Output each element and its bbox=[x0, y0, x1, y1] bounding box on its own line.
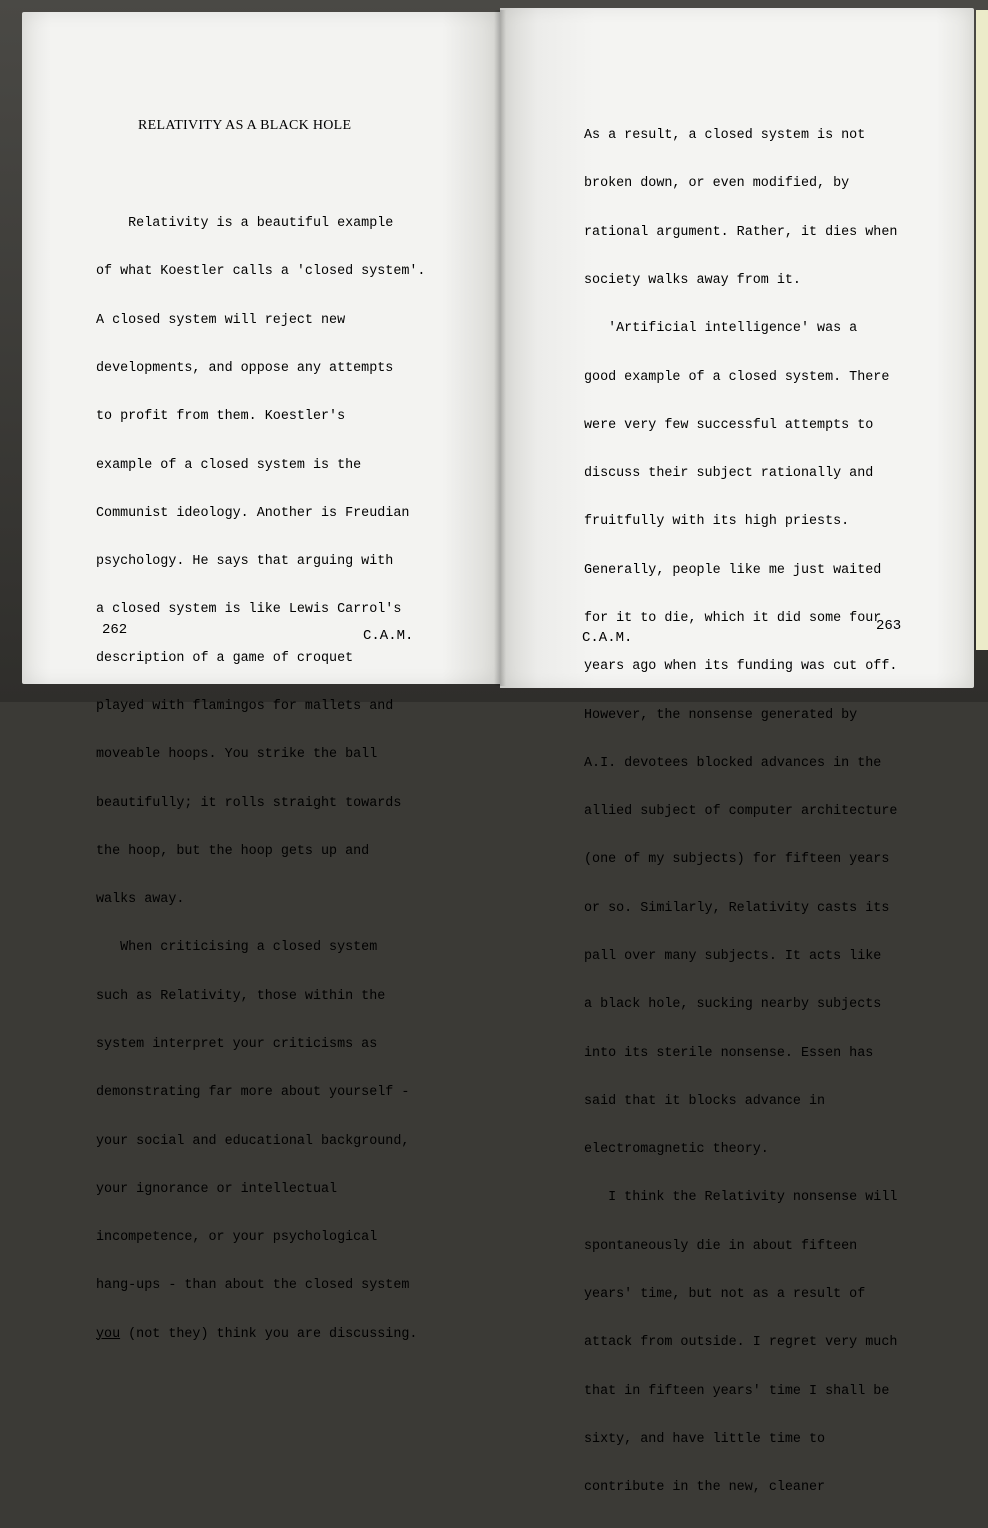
text-line: to profit from them. Koestler's bbox=[96, 409, 346, 425]
right-page-footer: C.A.M. bbox=[582, 630, 633, 646]
text-line: a closed system is like Lewis Carrol's bbox=[96, 602, 402, 618]
text-line: Generally, people like me just waited bbox=[584, 562, 882, 578]
last-line-rest: (not they) think you are discussing. bbox=[120, 1326, 418, 1342]
text-line: the hoop, but the hoop gets up and bbox=[96, 843, 370, 859]
text-line: such as Relativity, those within the bbox=[96, 988, 386, 1004]
right-page-number: 263 bbox=[876, 618, 902, 634]
text-line: hang-ups - than about the closed system bbox=[96, 1278, 410, 1294]
text-line: for it to die, which it did some four bbox=[584, 611, 882, 626]
text-line: description of a game of croquet bbox=[96, 650, 354, 666]
text-line: played with flamingos for mallets and bbox=[96, 699, 394, 714]
text-line: years' time, but not as a result of bbox=[584, 1286, 866, 1302]
left-page-body bbox=[96, 184, 425, 1375]
text-line: A closed system will reject new bbox=[96, 312, 346, 328]
text-line: society walks away from it. bbox=[584, 273, 801, 289]
adjacent-paper-edge bbox=[976, 10, 988, 650]
text-line: said that it blocks advance in bbox=[584, 1093, 826, 1109]
text-line: Relativity is a beautiful example bbox=[96, 216, 394, 232]
text-line: discuss their subject rationally and bbox=[584, 466, 874, 482]
text-line: good example of a closed system. There bbox=[584, 369, 890, 385]
text-line: years ago when its funding was cut off. bbox=[584, 659, 898, 675]
text-line: contribute in the new, cleaner bbox=[584, 1480, 826, 1496]
text-line: or so. Similarly, Relativity casts its bbox=[584, 900, 890, 916]
text-line: system interpret your criticisms as bbox=[96, 1036, 378, 1052]
text-line: walks away. bbox=[96, 892, 185, 908]
text-line: allied subject of computer architecture bbox=[584, 804, 898, 820]
text-line: pall over many subjects. It acts like bbox=[584, 948, 882, 964]
text-line: 'Artificial intelligence' was a bbox=[584, 321, 858, 337]
right-page-body bbox=[584, 96, 897, 1528]
text-line: demonstrating far more about yourself - bbox=[96, 1085, 410, 1101]
text-line: rational argument. Rather, it dies when bbox=[584, 224, 898, 240]
text-line: moveable hoops. You strike the ball bbox=[96, 747, 378, 763]
underlined-word: you bbox=[96, 1326, 121, 1342]
text-line: A.I. devotees blocked advances in the bbox=[584, 755, 882, 771]
text-line: However, the nonsense generated by bbox=[584, 707, 858, 723]
text-line: electromagnetic theory. bbox=[584, 1142, 769, 1158]
text-line: beautifully; it rolls straight towards bbox=[96, 795, 402, 811]
text-line: sixty, and have little time to bbox=[584, 1431, 826, 1447]
left-page-number: 262 bbox=[102, 622, 128, 638]
text-line: example of a closed system is the bbox=[96, 457, 362, 473]
text-line: that in fifteen years' time I shall be bbox=[584, 1383, 890, 1399]
text-line: of what Koestler calls a 'closed system'. bbox=[96, 264, 426, 280]
text-line: developments, and oppose any attempts bbox=[96, 361, 394, 377]
text-line: psychology. He says that arguing with bbox=[96, 554, 394, 570]
text-line: incompetence, or your psychological bbox=[96, 1230, 378, 1246]
text-line: were very few successful attempts to bbox=[584, 417, 874, 433]
text-line: Communist ideology. Another is Freudian bbox=[96, 505, 410, 521]
text-line: As a result, a closed system is not bbox=[584, 128, 866, 144]
text-line: I think the Relativity nonsense will bbox=[584, 1190, 898, 1206]
left-page-footer: C.A.M. bbox=[363, 628, 414, 644]
text-line: broken down, or even modified, by bbox=[584, 176, 850, 192]
text-line: fruitfully with its high priests. bbox=[584, 514, 850, 530]
text-line: attack from outside. I regret very much bbox=[584, 1335, 898, 1351]
text-line: When criticising a closed system bbox=[96, 940, 378, 956]
text-line-last bbox=[96, 1327, 425, 1343]
text-line: spontaneously die in about fifteen bbox=[584, 1238, 858, 1254]
book-gutter bbox=[494, 10, 506, 686]
text-line: your social and educational background, bbox=[96, 1133, 410, 1149]
text-line: a black hole, sucking nearby subjects bbox=[584, 997, 882, 1013]
text-line: into its sterile nonsense. Essen has bbox=[584, 1045, 874, 1061]
text-line: your ignorance or intellectual bbox=[96, 1181, 338, 1197]
text-line: (one of my subjects) for fifteen years bbox=[584, 852, 890, 868]
chapter-title: RELATIVITY AS A BLACK HOLE bbox=[138, 118, 352, 133]
